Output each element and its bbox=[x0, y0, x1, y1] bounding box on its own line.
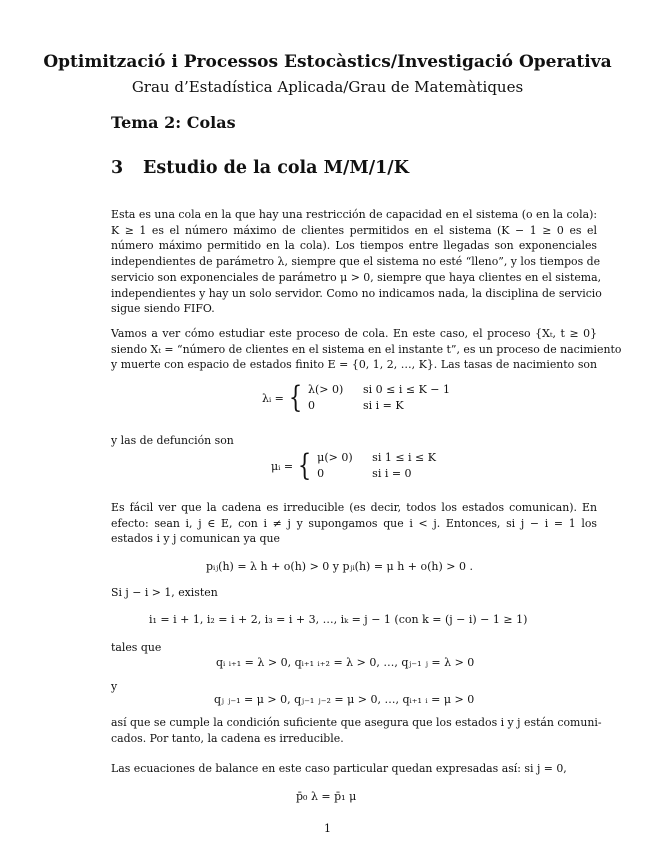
paragraph-conclusion bbox=[111, 715, 602, 746]
paragraph-intro bbox=[111, 207, 602, 317]
text-line: y muerte con espacio de estados finito E = {0, 1, 2, …, K}. Las tasas de nacimiento son bbox=[111, 358, 597, 372]
course-subtitle: Grau d’Estadística Aplicada/Grau de Matemàtiques bbox=[131, 78, 524, 96]
text-line: Vamos a ver cómo estudiar este proceso de cola. En este caso, el proceso {Xₜ, t ≥ 0} bbox=[111, 327, 597, 340]
page-number: 1 bbox=[324, 822, 331, 835]
balance-intro: Las ecuaciones de balance en este caso particular quedan expresadas así: si j = 0, bbox=[111, 762, 567, 775]
case-condition: si i = 0 bbox=[372, 467, 412, 480]
text-line: servicio son exponenciales de parámetro μ > 0, siempre que haya clientes en el sistema, bbox=[111, 270, 602, 284]
transition-probability-equation: pᵢⱼ(h) = λ h + o(h) > 0 y pⱼᵢ(h) = μ h + o(h) > 0 . bbox=[206, 560, 473, 573]
case-condition: si 0 ≤ i ≤ K − 1 bbox=[363, 383, 451, 396]
death-rate-intro: y las de defunción son bbox=[111, 434, 234, 447]
lambda-lhs: λᵢ = bbox=[262, 391, 284, 405]
text-line: sigue siendo FIFO. bbox=[111, 302, 215, 316]
text-line: cados. Por tanto, la cadena es irreducible. bbox=[111, 731, 344, 745]
mu-lhs: μᵢ = bbox=[271, 459, 294, 473]
birth-rate-equation bbox=[262, 382, 450, 414]
course-title: Optimització i Processos Estocàstics/Investigació Operativa bbox=[43, 52, 612, 72]
such-that-text: tales que bbox=[111, 641, 162, 654]
text-line: independientes de parámetro λ, siempre que el sistema no esté “lleno”, y los tiempos de bbox=[111, 255, 601, 269]
and-text: y bbox=[111, 680, 118, 693]
text-line: Es fácil ver que la cadena es irreducible (es decir, todos los estados comunican). En bbox=[111, 501, 597, 514]
text-line: K ≥ 1 es el número máximo de clientes permitidos en el sistema (K − 1 ≥ 0 es el bbox=[111, 223, 597, 237]
backward-rates-equation: qⱼ ⱼ₋₁ = μ > 0, qⱼ₋₁ ⱼ₋₂ = μ > 0, …, qᵢ₊₁ ᵢ = μ > 0 bbox=[214, 693, 475, 706]
paragraph-irreducible bbox=[111, 500, 597, 547]
text-line: estados i y j comunican ya que bbox=[111, 532, 280, 546]
section-number: 3 bbox=[111, 158, 124, 178]
case-condition: si i = K bbox=[363, 399, 404, 412]
case-condition: si 1 ≤ i ≤ K bbox=[372, 451, 436, 464]
text-line: efecto: sean i, j ∈ E, con i ≠ j y supongamos que i < j. Entonces, si j − i = 1 los bbox=[111, 516, 597, 530]
case-value: λ(> 0) bbox=[308, 383, 344, 396]
case-value: 0 bbox=[308, 399, 315, 412]
text-line: Esta es una cola en la que hay una restricción de capacidad en el sistema (o en la cola): bbox=[111, 208, 597, 221]
text-line: así que se cumple la condición suficiente que asegura que los estados i y j están comuni- bbox=[111, 716, 602, 729]
exists-text: Si j − i > 1, existen bbox=[111, 586, 218, 599]
topic-heading: Tema 2: Colas bbox=[111, 113, 236, 132]
left-brace: { bbox=[288, 380, 303, 415]
text-line: independientes y hay un solo servidor. Como no indicamos nada, la disciplina de servicio bbox=[111, 286, 602, 300]
paragraph-process bbox=[111, 326, 622, 373]
section-title: Estudio de la cola M/M/1/K bbox=[143, 158, 409, 178]
left-brace: { bbox=[297, 448, 312, 483]
death-rate-equation bbox=[271, 450, 436, 482]
text-line: número máximo permitido en la cola). Los tiempos entre llegadas son exponenciales bbox=[111, 239, 597, 253]
balance-equation: p̄₀ λ = p̄₁ μ bbox=[296, 790, 357, 803]
forward-rates-equation: qᵢ ᵢ₊₁ = λ > 0, qᵢ₊₁ ᵢ₊₂ = λ > 0, …, qⱼ₋₁ ⱼ = λ > 0 bbox=[216, 656, 475, 669]
section-heading bbox=[111, 158, 409, 178]
indices-equation: i₁ = i + 1, i₂ = i + 2, i₃ = i + 3, …, iₖ = j − 1 (con k = (j − i) − 1 ≥ 1) bbox=[149, 613, 528, 626]
case-value: μ(> 0) bbox=[317, 451, 353, 464]
case-value: 0 bbox=[317, 467, 325, 480]
text-line: siendo Xₜ = “número de clientes en el sistema en el instante t”, es un proceso de nacimiento bbox=[111, 342, 622, 356]
